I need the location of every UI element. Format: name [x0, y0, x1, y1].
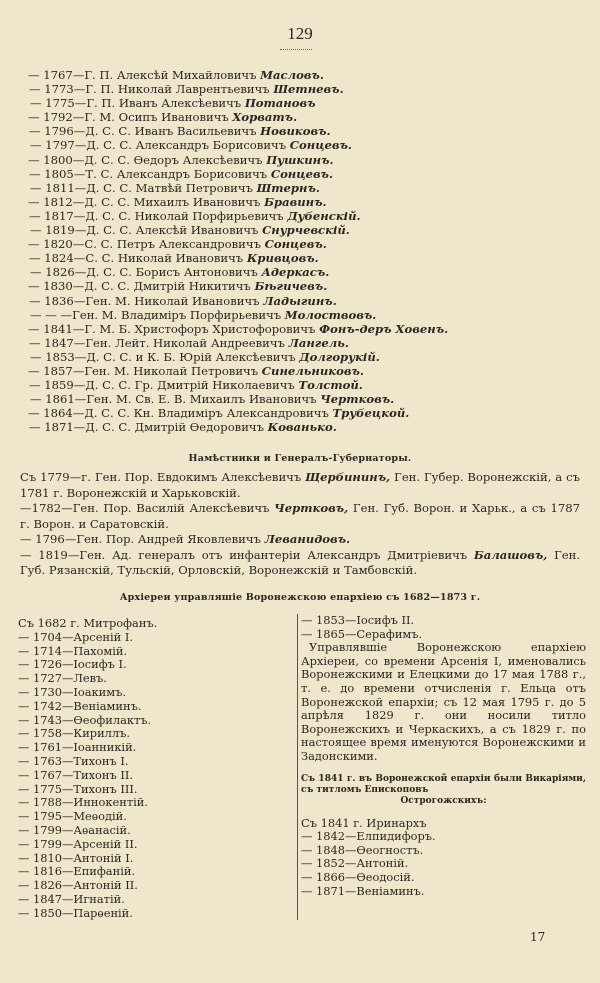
list-item [28, 420, 448, 434]
list-item [28, 251, 448, 265]
entry-surname: Снурчевскій. [262, 223, 350, 238]
entry-text: —1782—Ген. Пор. Василій Алексѣевичъ [20, 501, 270, 515]
list-item [28, 308, 448, 322]
entry-surname: Толстой. [298, 378, 363, 393]
entry-text: — 1812—Д. С. С. Михаилъ Ивановичъ [28, 194, 261, 209]
entry-surname: Трубецкой. [332, 406, 410, 421]
list-item [20, 470, 580, 501]
list-item [28, 364, 448, 378]
list-item [28, 265, 448, 279]
entry-text: — 1819—Ген. Ад. генералъ отъ инфантеріи Александръ Дмитріевичъ [20, 547, 468, 562]
list-item [28, 124, 448, 138]
list-item [28, 237, 448, 251]
entry-text: — 1841—Г. М. Б. Христофоръ Христофоровичъ [28, 321, 316, 336]
entry-surname: Бравинъ. [264, 194, 327, 209]
list-item [28, 336, 448, 350]
entry-text: — 1847—Ген. Лейт. Николай Андреевичъ [29, 335, 285, 350]
entry-text: — 1797—Д. С. С. Александръ Борисовичъ [30, 138, 287, 153]
entry-text: — 1817—Д. С. С. Николай Порфирьевичъ [29, 208, 284, 223]
list-item: — 1810—Антоній I. [18, 850, 134, 865]
entry-text: — 1773—Г. П. Николай Лаврентьевичъ [29, 82, 270, 97]
governor-general-list [20, 470, 580, 579]
entry-surname: Кривцовъ. [246, 251, 319, 266]
list-item: — 1795—Меѳодій. [18, 809, 127, 824]
entry-text: — 1819—Д. С. С. Алексѣй Ивановичъ [30, 223, 259, 238]
entry-text: — 1767—Г. П. Алексѣй Михайловичъ [28, 68, 257, 82]
list-item: — 1761—Іоанникій. [18, 740, 137, 755]
list-item [28, 378, 448, 392]
list-item: — 1743—Өеофилактъ. [18, 712, 152, 727]
entry-text: — 1811—Д. С. С. Матвѣй Петровичъ [30, 180, 253, 195]
list-item: — 1704—Арсеній I. [18, 629, 133, 644]
entry-surname: Чертковъ. [320, 392, 395, 407]
list-item: — 1799—Арсеній II. [18, 836, 138, 851]
entry-surname: Бѣгичевъ. [254, 279, 328, 294]
entry-text: — 1820—С. С. Петръ Александровичъ [28, 237, 261, 252]
entry-surname: Сонцевъ. [289, 138, 352, 153]
vicars-heading [301, 774, 586, 807]
list-item: — 1866—Өеодосій. [301, 869, 415, 884]
list-item: — 1852—Антоній. [301, 856, 409, 871]
list-item [28, 181, 448, 195]
entry-surname: Пушкинъ. [266, 152, 334, 167]
entry-surname: Лангель. [288, 335, 349, 350]
list-item [28, 223, 448, 237]
entry-text: — 1805—Т. С. Александръ Борисовичъ [29, 166, 268, 181]
list-item: — 1726—Іосифъ I. [18, 657, 127, 672]
entry-text: — 1792—Г. М. Осипъ Ивановичъ [28, 110, 229, 125]
list-item: — 1826—Антоній II. [18, 878, 138, 893]
list-item [28, 209, 448, 223]
bishops-list [18, 617, 157, 921]
list-item [28, 294, 448, 308]
list-item: — 1758—Кириллъ. [18, 726, 131, 741]
list-item [28, 350, 448, 364]
entry-surname: Шетневъ. [273, 82, 344, 97]
entry-text: — 1796—Д. С. С. Иванъ Васильевичъ [29, 124, 257, 139]
list-item [28, 153, 448, 167]
list-item: — 1847—Игнатій. [18, 891, 125, 906]
entry-surname: Штернъ. [256, 180, 320, 195]
list-item: Съ 1841 г. Иринархъ [301, 815, 427, 830]
list-item [28, 195, 448, 209]
list-item: — 1763—Тихонъ I. [18, 753, 129, 768]
entry-text: — 1800—Д. С. С. Өедоръ Алексѣевичъ [28, 152, 263, 167]
bishops-right-column [297, 614, 586, 920]
section-heading-bishops: Архіереи управляшіе Воронежскою епархіею съ 1682—1873 г. [119, 592, 481, 603]
entry-text: — 1871—Д. С. С. Дмитрій Өедоровичъ [29, 420, 264, 435]
list-item [28, 167, 448, 181]
entry-surname: Дубенскій. [287, 208, 361, 223]
bishops-list-continued [301, 614, 586, 641]
entry-surname: Масловъ. [260, 68, 324, 82]
entry-text: — 1824—С. С. Николай Ивановичъ [29, 251, 244, 266]
list-item: — 1727—Левъ. [18, 671, 107, 686]
entry-surname: Сонцевъ. [264, 237, 327, 252]
list-item [28, 96, 448, 110]
entry-surname: Адеркасъ. [261, 265, 330, 280]
entry-surname: Синельниковъ. [261, 363, 364, 378]
vicars-list [301, 817, 586, 899]
entry-text: — 1853—Д. С. С. и К. Б. Юрій Алексѣевичъ [30, 349, 296, 364]
list-item: — 1848—Өеогностъ. [301, 842, 424, 857]
list-item: — 1788—Иннокентій. [18, 795, 148, 810]
entry-surname: Леванидовъ. [264, 532, 351, 546]
entry-text: — 1861—Ген. М. Св. Е. В. Михаилъ Ивановичъ [30, 392, 317, 407]
governors-list [28, 68, 448, 434]
list-item: — 1799—Аѳанасій. [18, 822, 131, 837]
list-item [20, 548, 580, 579]
list-item [28, 279, 448, 293]
entry-text: Ген. Губер. Воронежскій, а съ 1781 г. Воронежскій и Харьковскій. [20, 470, 581, 500]
entry-surname: Балашовъ, [473, 547, 548, 562]
list-item: Съ 1682 г. Митрофанъ. [18, 616, 158, 630]
list-item [28, 82, 448, 96]
entry-surname: Молоствовъ. [284, 307, 377, 322]
list-item: — 1767—Тихонъ II. [18, 767, 133, 782]
entry-surname: Новиковъ. [260, 124, 331, 139]
bishops-note: Управлявшіе Воронежскою епархіею Архіереи, со времени Арсенія I, именовались Воронежскими и Елецкими до 17 мая 1788 г., т. е. до времени отчисленія г. Ельца отъ Воронежской епархіи; съ 12 мая 1795 г. до 5 апрѣля 1829 г. они носили титло Воронежскихъ и Черкаскихъ, а съ 1829 г. по настоящее время именуются Воронежскими и Задонскими. [301, 640, 586, 763]
entry-text: — 1796—Ген. Пор. Андрей Яковлевичъ [20, 532, 261, 546]
vicars-heading-line: Острогожскихъ: [400, 795, 487, 806]
list-item: — 1730—Іоакимъ. [18, 684, 126, 699]
list-item [20, 501, 580, 532]
list-item: — 1775—Тихонъ III. [18, 781, 138, 796]
entry-text: — 1836—Ген. М. Николай Ивановичъ [29, 293, 260, 308]
entry-surname: Чертковъ, [274, 501, 349, 515]
entry-surname: Фонъ-деръ Ховенъ. [319, 321, 449, 336]
entry-surname: Кованько. [267, 420, 337, 435]
entry-text: — 1775—Г. П. Иванъ Алексѣевичъ [30, 96, 242, 111]
entry-text: — 1830—Д. С. С. Дмитрій Никитичъ [28, 279, 251, 294]
entry-surname: Потановъ [244, 96, 316, 111]
entry-surname: Долгорукій. [299, 349, 380, 364]
entry-text: Ген. Губ. Рязанскій, Тульскій, Орловскій, Воронежскій и Тамбовскій. [20, 547, 581, 577]
entry-text: — 1857—Ген. М. Николай Петровичъ [28, 363, 259, 378]
entry-text: — — —Ген. М. Владиміръ Порфирьевичъ [30, 307, 282, 322]
folio-number: 17 [530, 930, 546, 944]
list-item: — 1816—Епифаній. [18, 864, 136, 879]
entry-surname: Хорватъ. [232, 110, 298, 125]
entry-text: — 1826—Д. С. С. Борисъ Антоновичъ [30, 265, 258, 280]
entry-text: Ген. Губ. Ворон. и Харьк., а съ 1787 г. Ворон. и Саратовскій. [20, 501, 581, 531]
entry-text: Съ 1779—г. Ген. Пор. Евдокимъ Алексѣевичъ [20, 470, 302, 484]
list-item [28, 110, 448, 124]
entry-text: — 1859—Д. С. С. Гр. Дмитрій Николаевичъ [29, 378, 295, 393]
entry-surname: Сонцевъ. [270, 166, 334, 181]
ornament-divider [280, 46, 312, 50]
entry-text: — 1864—Д. С. С. Кн. Владиміръ Александровичъ [28, 406, 329, 421]
list-item: — 1871—Веніаминъ. [301, 883, 425, 898]
list-item [28, 138, 448, 152]
page-number: 129 [287, 24, 313, 43]
vicars-heading-line: Съ 1841 г. въ Воронежской епархіи были Викаріями, съ титломъ Епископовъ [301, 773, 586, 795]
list-item: — 1842—Елпидифоръ. [301, 829, 436, 844]
list-item: — 1714—Пахомій. [18, 643, 128, 658]
list-item [28, 406, 448, 420]
list-item [28, 322, 448, 336]
list-item: — 1742—Веніаминъ. [18, 698, 142, 713]
list-item: — 1865—Серафимъ. [301, 626, 423, 641]
entry-surname: Щербининъ, [305, 470, 391, 484]
section-heading-governors: Намѣстники и Генералъ-Губернаторы. [188, 453, 412, 464]
list-item: — 1850—Парѳеній. [18, 905, 133, 920]
list-item [28, 392, 448, 406]
list-item [20, 532, 580, 548]
list-item [28, 68, 448, 82]
entry-surname: Ладыгинъ. [263, 293, 337, 308]
list-item: — 1853—Іосифъ II. [301, 613, 415, 627]
